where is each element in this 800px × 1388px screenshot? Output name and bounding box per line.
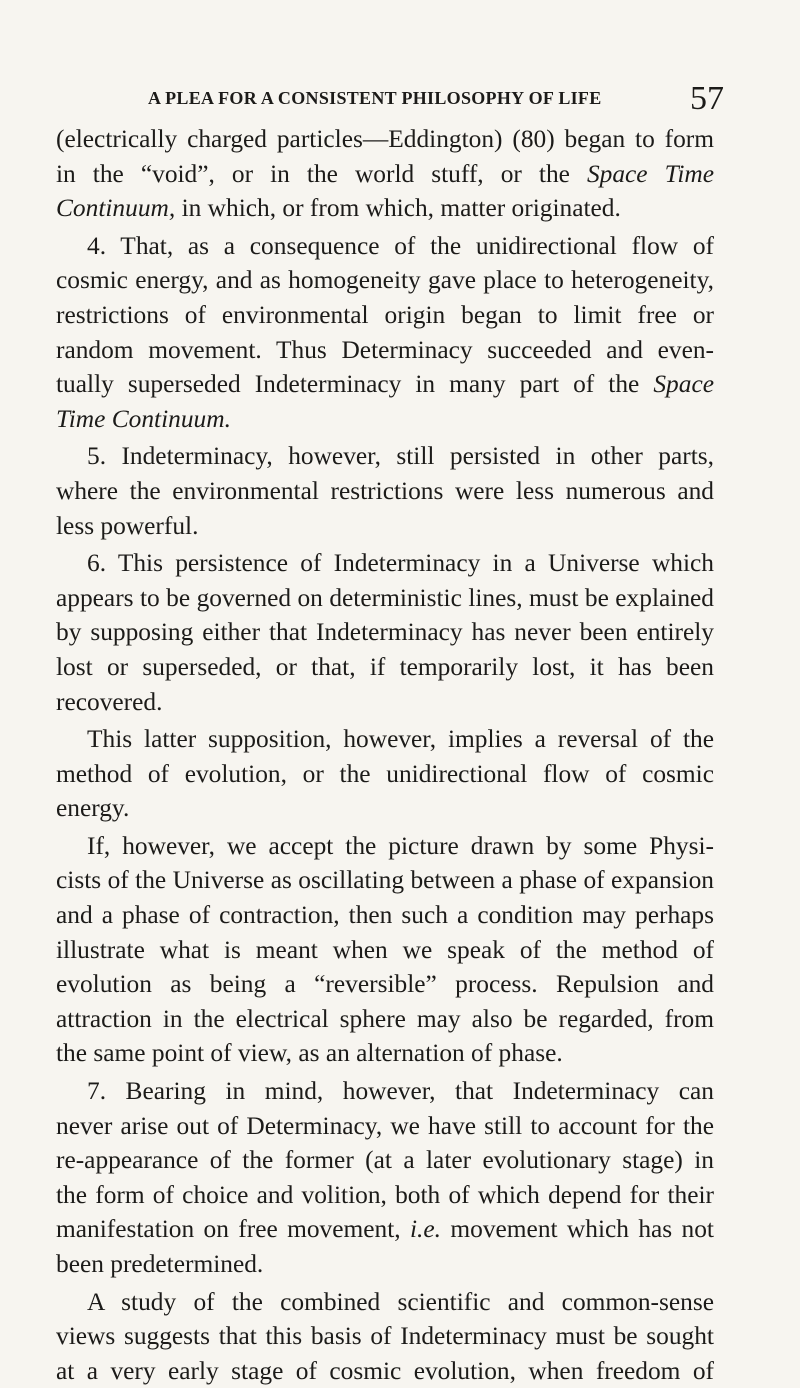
text-segment: in the “void”, or in the world stuff, or the	[56, 159, 587, 188]
running-head	[80, 80, 728, 117]
text-segment: at a very early stage of cosmic evolution, when freedom of	[56, 1356, 714, 1385]
text-segment: manifestation on free movement,	[56, 1215, 410, 1244]
text-segment: lost or superseded, or that, if temporarily lost, it has been	[56, 652, 714, 681]
text-segment: recovered.	[56, 687, 163, 716]
italic-segment: Space	[653, 370, 714, 399]
text-segment: never arise out of Determinacy, we have still to account for the	[56, 1111, 714, 1140]
text-line	[56, 263, 714, 298]
text-line	[56, 1002, 714, 1037]
text-line	[56, 898, 714, 933]
text-line	[56, 1109, 714, 1144]
text-segment: tually superseded Indeterminacy in many part of the	[56, 370, 654, 399]
italic-segment: Space Time	[586, 159, 714, 188]
text-line	[56, 1319, 714, 1354]
text-line	[56, 791, 714, 826]
text-line	[56, 1074, 714, 1109]
text-line	[56, 229, 714, 264]
text-line	[56, 157, 714, 192]
text-segment: 7. Bearing in mind, however, that Indeterminacy can	[87, 1077, 714, 1106]
text-segment: movement which has not	[441, 1215, 714, 1244]
text-segment: random movement. Thus Determinacy succeeded and even-	[56, 335, 714, 364]
text-segment: and a phase of contraction, then such a condition may perhaps	[56, 901, 714, 930]
text-line	[56, 402, 714, 437]
text-line	[56, 829, 714, 864]
italic-segment: i.e.	[410, 1215, 442, 1244]
text-line	[56, 298, 714, 333]
text-segment: illustrate what is meant when we speak of the method of	[56, 935, 714, 964]
text-line	[56, 1143, 714, 1178]
text-segment: less powerful.	[56, 511, 199, 540]
text-line	[56, 967, 714, 1002]
text-line	[56, 1036, 714, 1071]
text-segment: re-appearance of the former (at a later evolutionary stage) in	[56, 1146, 714, 1175]
text-line	[56, 509, 714, 544]
text-segment: the form of choice and volition, both of which depend for their	[56, 1180, 714, 1209]
text-segment: in which, or from which, matter originated.	[175, 194, 621, 223]
italic-segment: Continuum,	[56, 194, 176, 223]
text-line	[56, 191, 714, 226]
text-line	[56, 722, 714, 757]
text-segment: where the environmental restrictions were less numerous and	[56, 476, 714, 505]
text-segment: been predetermined.	[56, 1250, 264, 1278]
text-segment: the same point of view, as an alternation of phase.	[56, 1039, 563, 1068]
text-segment: 4. That, as a consequence of the unidirectional flow of	[87, 231, 714, 260]
text-segment: energy.	[56, 794, 130, 823]
text-line	[56, 1178, 714, 1213]
text-line	[56, 122, 714, 157]
text-line	[56, 367, 714, 402]
text-line	[56, 1285, 714, 1320]
text-segment: cists of the Universe as oscillating between a phase of expansion	[56, 866, 714, 895]
text-segment: (electrically charged particles—Eddington) (80) began to form	[56, 125, 714, 153]
text-segment: attraction in the electrical sphere may also be regarded, from	[56, 1004, 714, 1033]
text-line	[56, 1247, 714, 1282]
text-segment: 5. Indeterminacy, however, still persisted in other parts,	[87, 442, 714, 471]
text-line	[56, 1212, 714, 1247]
text-line	[56, 546, 714, 581]
text-segment: 6. This persistence of Indeterminacy in a Universe which	[87, 549, 714, 578]
text-line	[56, 863, 714, 898]
body-text	[56, 122, 714, 1388]
text-segment: method of evolution, or the unidirectional flow of cosmic	[56, 759, 714, 788]
text-line	[56, 933, 714, 968]
text-segment: views suggests that this basis of Indeterminacy must be sought	[56, 1322, 714, 1351]
running-title: A PLEA FOR A CONSISTENT PHILOSOPHY OF LIFE	[148, 88, 602, 108]
text-line	[56, 474, 714, 509]
text-line	[56, 581, 714, 616]
italic-segment: Time Continuum.	[56, 404, 231, 433]
text-segment: If, however, we accept the picture drawn by some Physi-	[87, 831, 714, 860]
text-line	[56, 685, 714, 720]
text-line	[56, 439, 714, 474]
text-line	[56, 1354, 714, 1388]
text-line	[56, 757, 714, 792]
text-segment: A study of the combined scientific and common-sense	[87, 1287, 714, 1316]
text-segment: evolution as being a “reversible” process. Repulsion and	[56, 970, 714, 999]
text-segment: restrictions of environmental origin began to limit free or	[56, 300, 714, 329]
text-line	[56, 615, 714, 650]
text-segment: cosmic energy, and as homogeneity gave place to heterogeneity,	[56, 266, 714, 295]
text-segment: appears to be governed on deterministic lines, must be explained	[56, 583, 714, 612]
text-line	[56, 650, 714, 685]
text-segment: This latter supposition, however, implies a reversal of the	[87, 725, 714, 754]
page-number: 57	[690, 80, 724, 117]
text-line	[56, 333, 714, 368]
text-segment: by supposing either that Indeterminacy has never been entirely	[56, 618, 714, 647]
